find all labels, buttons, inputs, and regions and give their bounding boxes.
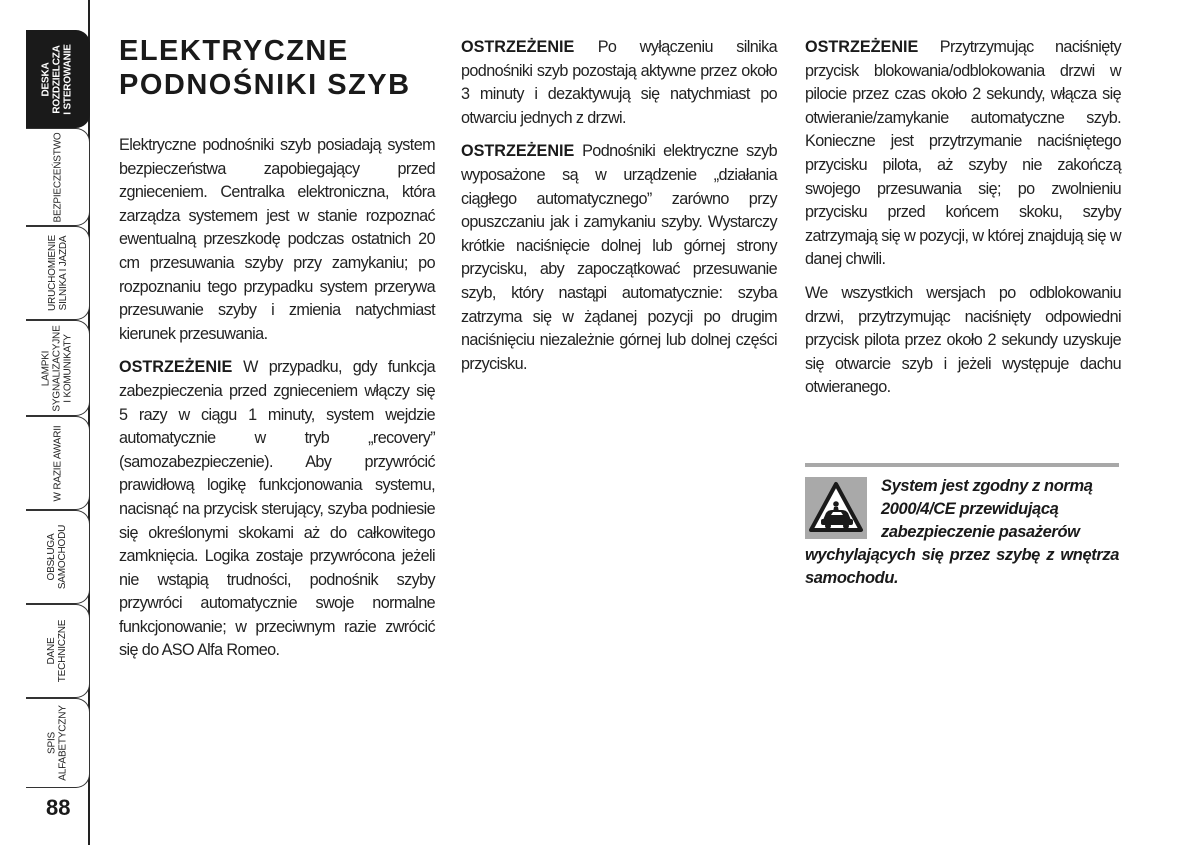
- warning-label: OSTRZEŻENIE: [805, 38, 919, 56]
- norm-line-rest: wychylających się przez szybę z wnętrza samochodu.: [805, 546, 1119, 587]
- warning-paragraph: [461, 36, 777, 130]
- tab-bezpieczenstwo[interactable]: [26, 128, 90, 226]
- tab-dane-techniczne[interactable]: [26, 604, 90, 698]
- warning-text: Po wyłączeniu silnika podnośniki szyb pozostają aktywne przez około 3 minuty i dezaktywują się natychmiast po otwarciu jednych z drzwi.: [461, 38, 777, 127]
- warning-text: W przypadku, gdy funkcja zabezpieczenia przed zgnieceniem włączy się 5 razy w ciągu 1 minuty, system wejdzie automatycznie w tryb „recovery” (samozabezpieczenie). Aby przywrócić prawidłową logikę funkcjonowania systemu, nacisnąć na przycisk sterujący, szyba podniesie się określonymi skokami aż do całkowitego zamknięcia. Logika zostaje przywrócona jeżeli nie wstąpią trudności, podnośnik szyby przywróci automatycznie swoje normalne funkcjonowanie; w przeciwnym razie zwrócić się do ASO Alfa Romeo.: [119, 358, 435, 660]
- tab-label: OBSŁUGA SAMOCHODU: [46, 524, 69, 590]
- tab-label: DANE TECHNICZNE: [46, 619, 69, 683]
- tab-obsluga[interactable]: [26, 510, 90, 604]
- warning-label: OSTRZEŻENIE: [119, 358, 233, 377]
- tab-uruchomienie[interactable]: [26, 226, 90, 320]
- title-line-1: ELEKTRYCZNE: [119, 35, 349, 67]
- warning-car-icon: [805, 477, 867, 539]
- warning-paragraph: [461, 140, 777, 376]
- column-3: [805, 36, 1121, 410]
- warning-label: OSTRZEŻENIE: [461, 38, 575, 56]
- tab-lampki[interactable]: [26, 320, 90, 416]
- page-number: 88: [46, 795, 71, 820]
- warning-text: Podnośniki elektryczne szyb wyposażone są w urządzenie „działania ciągłego automatycznego” zarówno przy opuszczaniu jak i zamykaniu szyby. Wystarczy krótkie naciśnięcie dolnej lub górnej strony przycisku, aby zapoczątkować przesuwanie szyb, który nastąpi automatycznie: szyba zatrzyma się w żądanej pozycji po drugim naciśnięciu niezależnie górnej lub dolnej części przycisku.: [461, 142, 777, 373]
- norm-line-2: 2000/4/CE przewidującą: [881, 500, 1059, 518]
- page-title: [119, 34, 439, 102]
- norm-note: [805, 463, 1119, 590]
- warning-paragraph: [805, 36, 1121, 272]
- norm-divider: [805, 463, 1119, 467]
- tab-label: LAMPKI SYGNALIZACYJNE I KOMUNIKATY: [41, 324, 74, 412]
- tab-spis-alfabetyczny[interactable]: [26, 698, 90, 788]
- warning-text: Przytrzymując naciśnięty przycisk blokowania/odblokowania drzwi w pilocie przez czas około 2 sekundy, włącza się otwieranie/zamykanie automatyczne szyb. Konieczne jest przytrzymanie naciśniętego przycisku pilota, aż szyby nie zakończą swojego przesuwania się; po zwolnieniu przycisku przed końcem skoku, szyby zatrzymają się w pozycji, w której znajdują się w danej chwili.: [805, 38, 1121, 269]
- tab-label: BEZPIECZEŃSTWO: [52, 132, 64, 222]
- norm-line-3: zabezpieczenie pasażerów: [881, 523, 1080, 541]
- column-2: [461, 36, 777, 386]
- tab-deska-rozdzielcza[interactable]: [26, 30, 90, 128]
- chapter-tabs: [0, 0, 96, 845]
- tab-label: DESKA ROZDZIELCZA I STEROWANIE: [41, 43, 75, 115]
- warning-label: OSTRZEŻENIE: [461, 142, 575, 161]
- tab-label: URUCHOMIENIE SILNIKA I JAZDA: [46, 235, 69, 311]
- tab-w-razie-awarii[interactable]: [26, 416, 90, 510]
- column-1: [119, 134, 435, 673]
- tab-label: W RAZIE AWARII: [52, 425, 63, 501]
- warning-paragraph: [119, 356, 435, 663]
- intro-paragraph: Elektryczne podnośniki szyb posiadają system bezpieczeństwa zapobiegający przed zgnieceniem. Centralka elektroniczna, która zarządza systemem jest w stanie rozpoznać ewentualną przeszkodę podczas ostatnich 20 cm przesuwania szyby przy zamykaniu; po rozpoznaniu tego przypadku system przerywa przesuwanie szyby i zmienia natychmiast kierunek przesuwania.: [119, 136, 435, 343]
- body-paragraph: We wszystkich wersjach po odblokowaniu drzwi, przytrzymując naciśnięty odpowiedni przycisk pilota przez około 2 sekundy uzyskuje się otwarcie szyb i jeżeli występuje dachu otwieranego.: [805, 283, 1121, 397]
- norm-line-1: System jest zgodny z normą: [881, 477, 1093, 495]
- tab-label: SPIS ALFABETYCZNY: [46, 705, 69, 781]
- title-line-2: PODNOŚNIKI SZYB: [119, 69, 411, 101]
